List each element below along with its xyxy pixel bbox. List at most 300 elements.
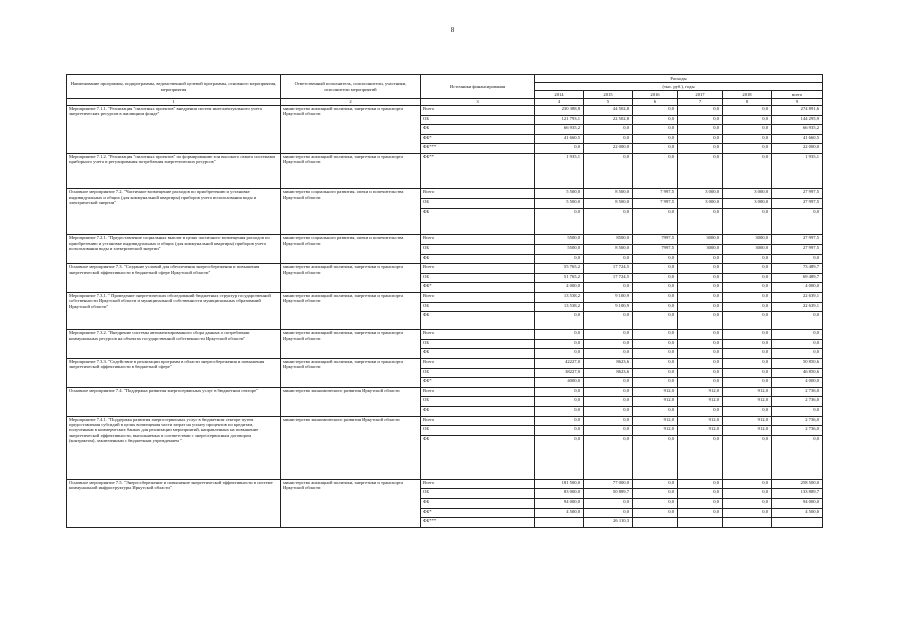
- executor-cell: министерство жилищной политики, энергетики и транспорта Иркутской области: [281, 330, 421, 359]
- amount-cell: 0,0: [723, 125, 772, 135]
- header-index-row: [67, 99, 823, 106]
- amount-cell: 912,0: [723, 416, 772, 426]
- amount-cell: 42227,0: [535, 359, 584, 369]
- amount-cell: 0,0: [535, 349, 584, 359]
- amount-cell: 0,0: [584, 134, 633, 144]
- activity-name-cell: Основное мероприятие 7.5. "Энергосбережение и повышение энергетической эффективности в системе коммунальной инфраструктуры Иркутской области": [67, 479, 281, 527]
- amount-cell: 0,0: [633, 479, 678, 489]
- amount-cell: 0,0: [535, 254, 584, 264]
- amount-cell: 0,0: [584, 254, 633, 264]
- amount-cell: 0,0: [584, 153, 633, 188]
- amount-cell: 27 997,5: [772, 198, 823, 208]
- executor-cell: министерство экономического развития Иркутской области: [281, 416, 421, 479]
- funding-source-cell: Всего: [421, 292, 535, 302]
- amount-cell: 0,0: [633, 264, 678, 274]
- header-year: 2016: [633, 91, 678, 99]
- amount-cell: 0,0: [633, 283, 678, 293]
- amount-cell: 0,0: [633, 153, 678, 188]
- amount-cell: 0,0: [633, 302, 678, 312]
- amount-cell: 0,0: [678, 254, 723, 264]
- amount-cell: 0,0: [678, 368, 723, 378]
- activity-name-cell: Основное мероприятие 7.3. "Создание условий для обеспечения энергосбережения и повышения энергетической эффективности в бюджетной сфере Иркутской области": [67, 264, 281, 293]
- activity-name-cell: Мероприятие 7.3.2. "Внедрение системы автоматизированного сбора данных о потреблении коммунальных ресурсов на объектах государственной собственности Иркутской области": [67, 330, 281, 359]
- amount-cell: 0,0: [723, 283, 772, 293]
- page-number: 8: [450, 26, 455, 34]
- amount-cell: 121 793,1: [535, 115, 584, 125]
- amount-cell: 0,0: [678, 264, 723, 274]
- amount-cell: 22 000,0: [772, 144, 823, 154]
- funding-source-cell: Всего: [421, 387, 535, 397]
- amount-cell: 94 000,0: [772, 499, 823, 509]
- amount-cell: 912,0: [723, 426, 772, 436]
- amount-cell: 0,0: [584, 397, 633, 407]
- funding-source-cell: ФБ: [421, 312, 535, 330]
- amount-cell: 44 502,8: [584, 106, 633, 116]
- amount-cell: 0,0: [584, 407, 633, 417]
- executor-cell: министерство жилищной политики, энергетики и транспорта Иркутской области: [281, 292, 421, 329]
- amount-cell: 46 850,6: [772, 368, 823, 378]
- amount-cell: 0,0: [633, 144, 678, 154]
- amount-cell: 0,0: [633, 208, 678, 235]
- amount-cell: 0,0: [633, 312, 678, 330]
- amount-cell: 0,0: [678, 283, 723, 293]
- amount-cell: 0,0: [678, 479, 723, 489]
- executor-cell: министерство социального развития, опеки и попечительства Иркутской области: [281, 235, 421, 264]
- amount-cell: 0,0: [633, 499, 678, 509]
- funding-source-cell: ФБ***: [421, 518, 535, 528]
- amount-cell: 0,0: [584, 312, 633, 330]
- header-column-index: 7: [678, 99, 723, 106]
- amount-cell: 0,0: [535, 387, 584, 397]
- amount-cell: 0,0: [584, 426, 633, 436]
- amount-cell: 0,0: [633, 508, 678, 518]
- amount-cell: 0,0: [723, 479, 772, 489]
- amount-cell: 0,0: [723, 359, 772, 369]
- amount-cell: 912,0: [633, 426, 678, 436]
- amount-cell: 4 000,0: [772, 378, 823, 388]
- amount-cell: 0,0: [678, 378, 723, 388]
- amount-cell: 0,0: [723, 254, 772, 264]
- funding-source-cell: Всего: [421, 264, 535, 274]
- funding-source-cell: ФБ*: [421, 283, 535, 293]
- executor-cell: министерство социального развития, опеки и попечительства Иркутской области: [281, 189, 421, 235]
- amount-cell: 0,0: [633, 489, 678, 499]
- amount-cell: 0,0: [772, 330, 823, 340]
- amount-cell: 4 500,0: [535, 508, 584, 518]
- funding-source-cell: ОБ: [421, 198, 535, 208]
- amount-cell: 0,0: [633, 330, 678, 340]
- amount-cell: 0,0: [678, 489, 723, 499]
- amount-cell: 83 000,0: [535, 489, 584, 499]
- activity-name-cell: Мероприятие 7.2.1. "Предоставление социальных выплат в целях частичного возмещения расходов по приобретению и установке индивидуальных и общих (для коммунальной квартиры) приборов учета использования воды и электрической энергии": [67, 235, 281, 264]
- table-row: [67, 292, 823, 302]
- amount-cell: 0,0: [772, 208, 823, 235]
- executor-cell: министерство жилищной политики, энергетики и транспорта Иркутской области: [281, 359, 421, 388]
- financing-table: [66, 74, 823, 528]
- funding-source-cell: ОБ: [421, 339, 535, 349]
- amount-cell: 2 736,0: [772, 387, 823, 397]
- amount-cell: 13 538,2: [535, 302, 584, 312]
- funding-source-cell: ОБ: [421, 489, 535, 499]
- amount-cell: 66 935,2: [772, 125, 823, 135]
- header-year: 2015: [584, 91, 633, 99]
- amount-cell: 8 500,0: [584, 198, 633, 208]
- funding-source-cell: ОБ: [421, 368, 535, 378]
- amount-cell: 27 997,5: [772, 189, 823, 199]
- funding-source-cell: ФБ: [421, 349, 535, 359]
- funding-source-cell: ФБ: [421, 435, 535, 479]
- funding-source-cell: Всего: [421, 106, 535, 116]
- amount-cell: 0,0: [678, 273, 723, 283]
- amount-cell: 0,0: [584, 508, 633, 518]
- amount-cell: 9 100,9: [584, 292, 633, 302]
- financing-table-sheet: [66, 74, 822, 528]
- amount-cell: 0,0: [633, 273, 678, 283]
- activity-name-cell: Мероприятие 7.1.2. "Реализация "пилотных проектов" по формированию зон высокого охвата системами приборного учета и регулирования потребления энергетических ресурсов": [67, 153, 281, 188]
- amount-cell: 55 765,2: [535, 264, 584, 274]
- amount-cell: 912,0: [678, 397, 723, 407]
- amount-cell: 5 500,0: [535, 189, 584, 199]
- amount-cell: 912,0: [633, 397, 678, 407]
- amount-cell: 0,0: [633, 368, 678, 378]
- amount-cell: 912,0: [723, 387, 772, 397]
- amount-cell: 5 500,0: [535, 198, 584, 208]
- header-column-index: 4: [535, 99, 584, 106]
- amount-cell: 0,0: [772, 254, 823, 264]
- amount-cell: 0,0: [584, 378, 633, 388]
- funding-source-cell: ФБ: [421, 254, 535, 264]
- executor-cell: министерство жилищной политики, энергетики и транспорта Иркутской области: [281, 106, 421, 154]
- amount-cell: 2 736,0: [772, 416, 823, 426]
- amount-cell: 0,0: [535, 144, 584, 154]
- amount-cell: 27 997,5: [772, 244, 823, 254]
- funding-source-cell: Всего: [421, 189, 535, 199]
- amount-cell: 0,0: [535, 416, 584, 426]
- funding-source-cell: Всего: [421, 235, 535, 245]
- amount-cell: 0,0: [723, 106, 772, 116]
- amount-cell: 0,0: [678, 312, 723, 330]
- amount-cell: 0,0: [633, 125, 678, 135]
- amount-cell: 0,0: [678, 153, 723, 188]
- amount-cell: 0,0: [723, 134, 772, 144]
- amount-cell: 0,0: [633, 134, 678, 144]
- amount-cell: 7997,5: [633, 235, 678, 245]
- header-units: (тыс. руб.), годы: [535, 83, 823, 91]
- amount-cell: 3000,0: [723, 235, 772, 245]
- amount-cell: 258 500,0: [772, 479, 823, 489]
- amount-cell: 0,0: [633, 407, 678, 417]
- amount-cell: 133 889,7: [772, 489, 823, 499]
- header-expenses: Расходы: [535, 75, 823, 83]
- amount-cell: 0,0: [633, 115, 678, 125]
- amount-cell: 5500,0: [535, 235, 584, 245]
- amount-cell: 5500,0: [535, 244, 584, 254]
- amount-cell: 0,0: [678, 499, 723, 509]
- amount-cell: 0,0: [633, 435, 678, 479]
- header-name: Наименование программы, подпрограммы, ведомственной целевой программы, основного мероприятия, мероприятия: [67, 75, 281, 99]
- executor-cell: министерство жилищной политики, энергетики и транспорта Иркутской области: [281, 153, 421, 188]
- amount-cell: 50 850,6: [772, 359, 823, 369]
- amount-cell: 17 724,5: [584, 273, 633, 283]
- amount-cell: 0,0: [723, 153, 772, 188]
- amount-cell: 0,0: [723, 499, 772, 509]
- amount-cell: 0,0: [678, 208, 723, 235]
- header-year: 2018: [723, 91, 772, 99]
- amount-cell: 912,0: [678, 426, 723, 436]
- funding-source-cell: ФБ*: [421, 378, 535, 388]
- amount-cell: 0,0: [584, 435, 633, 479]
- amount-cell: 230 388,8: [535, 106, 584, 116]
- amount-cell: 8623,6: [584, 368, 633, 378]
- activity-name-cell: Мероприятие 7.3.1. " Проведение энергетических обследований бюджетных структур государственной собственности Иркутской области и муниципальной собственности муниципальных образований Иркутской области": [67, 292, 281, 329]
- amount-cell: 8 500,0: [584, 189, 633, 199]
- funding-source-cell: ОБ: [421, 273, 535, 283]
- executor-cell: министерство жилищной политики, энергетики и транспорта Иркутской области: [281, 264, 421, 293]
- amount-cell: 0,0: [678, 292, 723, 302]
- amount-cell: 8500,0: [584, 235, 633, 245]
- amount-cell: 22 000,0: [584, 144, 633, 154]
- amount-cell: 0,0: [723, 312, 772, 330]
- amount-cell: 0,0: [678, 349, 723, 359]
- amount-cell: 0,0: [584, 330, 633, 340]
- amount-cell: 0,0: [678, 302, 723, 312]
- funding-source-cell: Всего: [421, 359, 535, 369]
- amount-cell: 0,0: [772, 407, 823, 417]
- amount-cell: 0,0: [633, 378, 678, 388]
- header-column-index: 9: [772, 99, 823, 106]
- amount-cell: 0,0: [723, 435, 772, 479]
- amount-cell: 0,0: [723, 508, 772, 518]
- funding-source-cell: ФБ**: [421, 153, 535, 188]
- funding-source-cell: ОБ: [421, 244, 535, 254]
- amount-cell: 22 502,8: [584, 115, 633, 125]
- amount-cell: 0,0: [633, 359, 678, 369]
- amount-cell: 3000,0: [723, 244, 772, 254]
- funding-source-cell: ОБ: [421, 397, 535, 407]
- amount-cell: 69 489,7: [772, 273, 823, 283]
- amount-cell: 0,0: [678, 508, 723, 518]
- table-row: [67, 189, 823, 199]
- table-row: [67, 479, 823, 489]
- funding-source-cell: ФБ*: [421, 134, 535, 144]
- amount-cell: 0,0: [723, 378, 772, 388]
- amount-cell: 0,0: [633, 349, 678, 359]
- funding-source-cell: ФБ***: [421, 144, 535, 154]
- amount-cell: 17 724,5: [584, 264, 633, 274]
- funding-source-cell: ФБ*: [421, 508, 535, 518]
- amount-cell: 181 500,0: [535, 479, 584, 489]
- amount-cell: 1 935,1: [772, 153, 823, 188]
- amount-cell: 0,0: [723, 339, 772, 349]
- amount-cell: 2 736,0: [772, 397, 823, 407]
- amount-cell: 0,0: [678, 339, 723, 349]
- amount-cell: 0,0: [535, 397, 584, 407]
- amount-cell: 3 000,0: [678, 189, 723, 199]
- amount-cell: 274 891,6: [772, 106, 823, 116]
- amount-cell: 0,0: [584, 387, 633, 397]
- header-sources: Источники финансирования: [421, 75, 535, 99]
- amount-cell: 0,0: [584, 499, 633, 509]
- amount-cell: 0,0: [723, 208, 772, 235]
- amount-cell: 0,0: [584, 283, 633, 293]
- table-row: [67, 359, 823, 369]
- amount-cell: 0,0: [723, 144, 772, 154]
- amount-cell: 41 660,5: [772, 134, 823, 144]
- table-row: [67, 235, 823, 245]
- amount-cell: 0,0: [584, 339, 633, 349]
- amount-cell: 0,0: [633, 292, 678, 302]
- header-column-index: 3: [421, 99, 535, 106]
- amount-cell: 0,0: [678, 134, 723, 144]
- amount-cell: 0,0: [678, 407, 723, 417]
- amount-cell: 0,0: [535, 339, 584, 349]
- header-column-index: 1: [67, 99, 281, 106]
- amount-cell: [678, 518, 723, 528]
- amount-cell: 0,0: [535, 407, 584, 417]
- amount-cell: 0,0: [535, 426, 584, 436]
- amount-cell: [535, 518, 584, 528]
- table-row: [67, 330, 823, 340]
- executor-cell: министерство экономического развития Иркутской области: [281, 387, 421, 416]
- table-row: [67, 264, 823, 274]
- amount-cell: 41 660,5: [535, 134, 584, 144]
- amount-cell: 3 000,0: [723, 198, 772, 208]
- funding-source-cell: ОБ: [421, 426, 535, 436]
- executor-cell: министерство жилищной политики, энергетики и транспорта Иркутской области: [281, 479, 421, 527]
- amount-cell: 9 100,9: [584, 302, 633, 312]
- amount-cell: [723, 518, 772, 528]
- amount-cell: 0,0: [723, 349, 772, 359]
- amount-cell: 0,0: [723, 407, 772, 417]
- amount-cell: 0,0: [723, 330, 772, 340]
- header-year: 2017: [678, 91, 723, 99]
- amount-cell: 3 000,0: [723, 189, 772, 199]
- header-year: 2014: [535, 91, 584, 99]
- amount-cell: 0,0: [584, 208, 633, 235]
- amount-cell: [772, 518, 823, 528]
- header-executor: Ответственный исполнитель, соисполнители, участники, исполнители мероприятий: [281, 75, 421, 99]
- amount-cell: 0,0: [584, 125, 633, 135]
- amount-cell: 22 639,1: [772, 302, 823, 312]
- activity-name-cell: Основное мероприятие 7.2. "Частичное возмещение расходов по приобретению и установке индивидуальных и общих (для коммунальной квартиры) приборов учета использования воды и электрической энергии": [67, 189, 281, 235]
- table-row: [67, 106, 823, 116]
- amount-cell: 0,0: [678, 115, 723, 125]
- amount-cell: 0,0: [723, 273, 772, 283]
- amount-cell: 0,0: [772, 339, 823, 349]
- amount-cell: 51 765,2: [535, 273, 584, 283]
- header-year: всего: [772, 91, 823, 99]
- amount-cell: 7997,5: [633, 244, 678, 254]
- amount-cell: 3 000,0: [678, 198, 723, 208]
- amount-cell: 0,0: [678, 125, 723, 135]
- amount-cell: 13 538,2: [535, 292, 584, 302]
- amount-cell: 4 000,0: [772, 283, 823, 293]
- amount-cell: 0,0: [723, 115, 772, 125]
- amount-cell: 0,0: [678, 330, 723, 340]
- amount-cell: 912,0: [633, 416, 678, 426]
- funding-source-cell: ФБ: [421, 125, 535, 135]
- amount-cell: 144 295,9: [772, 115, 823, 125]
- amount-cell: 1 935,1: [535, 153, 584, 188]
- table-body: [67, 106, 823, 528]
- activity-name-cell: Основное мероприятие 7.4. "Поддержка развития энергосервисных услуг в бюджетном секторе": [67, 387, 281, 416]
- amount-cell: 912,0: [678, 416, 723, 426]
- activity-name-cell: Мероприятие 7.4.1. "Поддержка развития энергосервисных услуг в бюджетном секторе путем предоставления субсидий в целях возмещения части затрат на уплату процентов по кредитам, полученным в коммерческих банках для реализации мероприятий, направленных на повышение энергетической эффективности, выполняемых в соответствии с энергосервисным договором (контрактом), заключенным с бюджетным учреждением ": [67, 416, 281, 479]
- amount-cell: 73 489,7: [772, 264, 823, 274]
- header-column-index: 8: [723, 99, 772, 106]
- amount-cell: [633, 518, 678, 528]
- amount-cell: 0,0: [723, 264, 772, 274]
- amount-cell: 0,0: [535, 312, 584, 330]
- amount-cell: 3000,0: [678, 244, 723, 254]
- amount-cell: 912,0: [723, 397, 772, 407]
- amount-cell: 8 500,0: [584, 244, 633, 254]
- amount-cell: 0,0: [678, 359, 723, 369]
- amount-cell: 0,0: [633, 106, 678, 116]
- funding-source-cell: Всего: [421, 330, 535, 340]
- amount-cell: 0,0: [584, 416, 633, 426]
- amount-cell: 4 500,0: [772, 508, 823, 518]
- amount-cell: 0,0: [633, 254, 678, 264]
- amount-cell: 3000,0: [678, 235, 723, 245]
- amount-cell: 27 997,5: [772, 235, 823, 245]
- header-column-index: 6: [633, 99, 678, 106]
- amount-cell: 0,0: [678, 144, 723, 154]
- amount-cell: 0,0: [678, 106, 723, 116]
- amount-cell: 0,0: [535, 435, 584, 479]
- funding-source-cell: Всего: [421, 479, 535, 489]
- amount-cell: 0,0: [772, 312, 823, 330]
- amount-cell: 0,0: [584, 349, 633, 359]
- amount-cell: 94 000,0: [535, 499, 584, 509]
- amount-cell: 0,0: [678, 435, 723, 479]
- amount-cell: 50 889,7: [584, 489, 633, 499]
- amount-cell: 77 000,0: [584, 479, 633, 489]
- funding-source-cell: ФБ: [421, 499, 535, 509]
- amount-cell: 4 000,0: [535, 283, 584, 293]
- amount-cell: 66 935,2: [535, 125, 584, 135]
- amount-cell: 0,0: [633, 339, 678, 349]
- table-row: [67, 387, 823, 397]
- amount-cell: 0,0: [723, 292, 772, 302]
- amount-cell: 26 110,3: [584, 518, 633, 528]
- funding-source-cell: Всего: [421, 416, 535, 426]
- table-row: [67, 416, 823, 426]
- header-column-index: 2: [281, 99, 421, 106]
- amount-cell: 0,0: [723, 368, 772, 378]
- amount-cell: 22 639,1: [772, 292, 823, 302]
- funding-source-cell: ФБ: [421, 407, 535, 417]
- amount-cell: 0,0: [535, 330, 584, 340]
- funding-source-cell: ОБ: [421, 115, 535, 125]
- amount-cell: 38227,0: [535, 368, 584, 378]
- activity-name-cell: Мероприятие 7.1.1. "Реализация "пилотных проектов" внедрения систем интеллектуального учета энергетических ресурсов в жилищном фонде": [67, 106, 281, 154]
- amount-cell: 7 997,5: [633, 189, 678, 199]
- amount-cell: 2 736,0: [772, 426, 823, 436]
- table-header: [67, 75, 823, 106]
- amount-cell: 0,0: [535, 208, 584, 235]
- activity-name-cell: Мероприятие 7.3.3. "Содействие в реализации программ в области энергосбережения и повышения энергетической эффективности в бюджетной сфере": [67, 359, 281, 388]
- amount-cell: 4000,0: [535, 378, 584, 388]
- amount-cell: 912,0: [678, 387, 723, 397]
- amount-cell: 0,0: [772, 349, 823, 359]
- amount-cell: 0,0: [723, 489, 772, 499]
- amount-cell: 7 997,5: [633, 198, 678, 208]
- table-row: [67, 153, 823, 188]
- amount-cell: 0,0: [723, 302, 772, 312]
- funding-source-cell: ФБ: [421, 208, 535, 235]
- header-column-index: 5: [584, 99, 633, 106]
